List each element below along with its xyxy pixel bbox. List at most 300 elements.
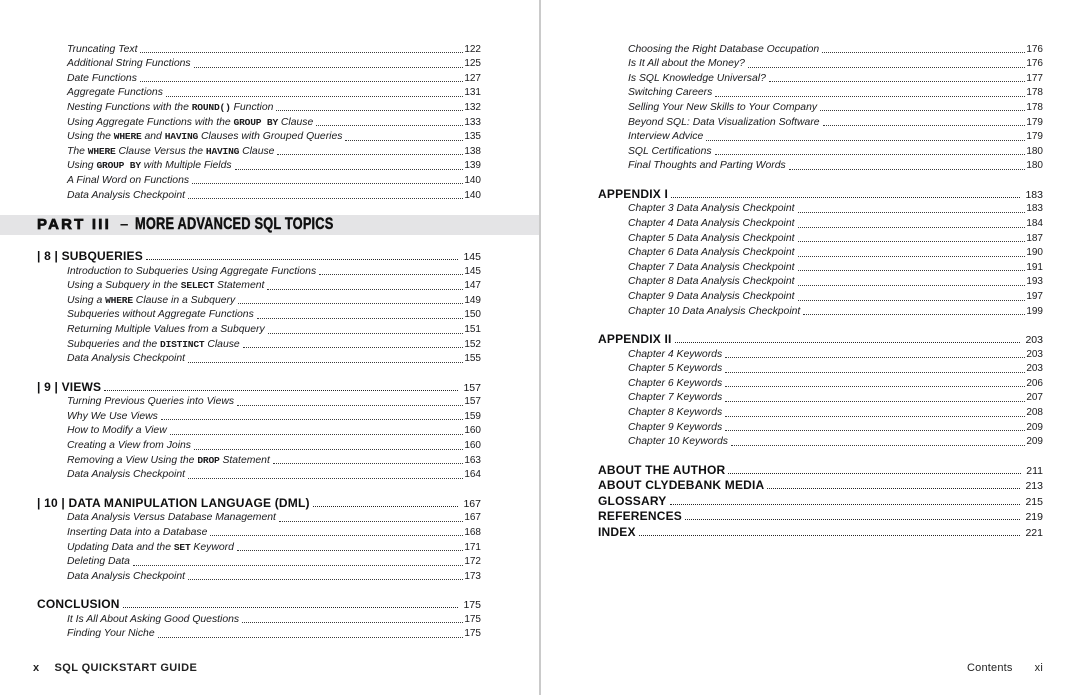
page-number: 183 bbox=[1026, 203, 1043, 215]
toc-entry-title bbox=[628, 306, 800, 318]
toc-entry-row bbox=[628, 434, 1043, 449]
dot-leader bbox=[170, 434, 464, 435]
toc-heading-title: INDEX bbox=[598, 524, 636, 539]
toc-endmatter-block bbox=[540, 461, 1080, 539]
dot-leader bbox=[706, 140, 1025, 141]
page-number: 199 bbox=[1026, 305, 1043, 317]
toc-entry-title bbox=[628, 392, 722, 404]
page-number: 179 bbox=[1026, 116, 1043, 128]
toc-entry-row bbox=[67, 524, 481, 539]
toc-entry-title bbox=[628, 117, 820, 129]
page-number: 191 bbox=[1026, 261, 1043, 273]
toc-entry-row bbox=[628, 375, 1043, 390]
toc-heading-title: APPENDIX II bbox=[598, 332, 672, 347]
page-number: 180 bbox=[1026, 145, 1043, 157]
page-number: 133 bbox=[464, 116, 481, 128]
entry-text: Chapter 10 Data Analysis Checkpoint bbox=[628, 305, 801, 317]
entry-text: Is SQL Knowledge Universal? bbox=[628, 72, 766, 84]
dot-leader bbox=[725, 401, 1025, 402]
toc-entry-row bbox=[67, 292, 481, 307]
dot-leader bbox=[715, 96, 1025, 97]
toc-entry-row bbox=[67, 423, 481, 438]
entry-text: The bbox=[67, 145, 88, 157]
entry-text: Chapter 6 Data Analysis Checkpoint bbox=[628, 247, 795, 259]
entry-text: Statement bbox=[214, 280, 265, 292]
page-number: 184 bbox=[1026, 218, 1043, 230]
entry-text: Data Analysis Versus Database Management bbox=[67, 512, 276, 524]
page-number: 172 bbox=[464, 556, 481, 568]
toc-entry-row bbox=[67, 394, 481, 409]
toc-entry-row bbox=[628, 259, 1043, 274]
dot-leader bbox=[243, 347, 464, 348]
page-number: 160 bbox=[464, 440, 481, 452]
dot-leader bbox=[123, 607, 459, 608]
page-number: 127 bbox=[464, 72, 481, 84]
toc-entry-row bbox=[628, 274, 1043, 289]
entry-text: Statement bbox=[219, 454, 270, 466]
toc-entry-row bbox=[628, 230, 1043, 245]
entry-text: Chapter 7 Data Analysis Checkpoint bbox=[628, 261, 795, 273]
dot-leader bbox=[194, 67, 464, 68]
toc-entry-row bbox=[67, 114, 481, 129]
toc-entry-title bbox=[67, 411, 158, 423]
toc-entry-title bbox=[628, 378, 722, 390]
toc-entry-row bbox=[67, 554, 481, 569]
toc-section bbox=[540, 331, 1080, 449]
toc-entry-row bbox=[628, 346, 1043, 361]
entry-text: Using a bbox=[67, 294, 106, 306]
page-number: 122 bbox=[464, 43, 481, 55]
dot-leader bbox=[670, 504, 1021, 505]
toc-entry-title bbox=[67, 295, 235, 307]
dot-leader bbox=[242, 622, 463, 623]
toc-entry-title bbox=[67, 542, 234, 554]
toc-entry-title bbox=[67, 571, 185, 583]
entry-text: Removing a View Using the bbox=[67, 454, 198, 466]
entry-text: Chapter 4 Keywords bbox=[628, 348, 723, 360]
entry-text: Introduction to Subqueries Using Aggregate Functions bbox=[67, 265, 317, 277]
entry-text: Turning Previous Queries into Views bbox=[67, 396, 235, 408]
toc-entry-row bbox=[67, 452, 481, 467]
toc-heading-row bbox=[37, 378, 481, 394]
page-number: 159 bbox=[464, 410, 481, 422]
entry-text: Chapter 3 Data Analysis Checkpoint bbox=[628, 203, 795, 215]
toc-entry-row bbox=[67, 408, 481, 423]
entry-text: Switching Careers bbox=[628, 87, 713, 99]
toc-entry-title bbox=[67, 324, 265, 336]
toc-entry-title bbox=[628, 291, 795, 303]
entry-text: Inserting Data into a Database bbox=[67, 526, 208, 538]
entry-text: Data Analysis Checkpoint bbox=[67, 469, 186, 481]
page-number: 132 bbox=[464, 101, 481, 113]
page-number: 175 bbox=[463, 599, 481, 612]
dot-leader bbox=[267, 289, 463, 290]
toc-entry-row bbox=[67, 85, 481, 100]
toc-entry-row bbox=[67, 56, 481, 71]
dot-leader bbox=[789, 169, 1026, 170]
dot-leader bbox=[146, 259, 459, 260]
page-number: 139 bbox=[464, 160, 481, 172]
toc-entry-title bbox=[67, 146, 274, 158]
toc-entry-row bbox=[628, 85, 1043, 100]
page-number: 149 bbox=[464, 294, 481, 306]
right-folio: xi bbox=[1034, 662, 1043, 674]
toc-entry-row bbox=[67, 172, 481, 187]
page-number: 187 bbox=[1026, 232, 1043, 244]
dot-leader bbox=[188, 362, 463, 363]
toc-entry-title bbox=[628, 160, 786, 172]
dot-leader bbox=[798, 212, 1026, 213]
part-number: PART III bbox=[37, 216, 111, 234]
toc-heading-row bbox=[598, 331, 1043, 347]
toc-heading-row bbox=[598, 508, 1043, 524]
dot-leader bbox=[235, 169, 464, 170]
dot-leader bbox=[798, 256, 1026, 257]
page-number: 145 bbox=[463, 251, 481, 264]
toc-entry-row bbox=[628, 390, 1043, 405]
dot-leader bbox=[798, 270, 1026, 271]
page-number: 197 bbox=[1026, 291, 1043, 302]
toc-entry-title bbox=[628, 363, 722, 375]
page-number: 138 bbox=[464, 145, 481, 157]
entry-text: Chapter 6 Keywords bbox=[628, 377, 723, 389]
dot-leader bbox=[194, 449, 463, 450]
page-number: 193 bbox=[1026, 276, 1043, 288]
sql-keyword: WHERE bbox=[113, 131, 142, 143]
page-number: 179 bbox=[1026, 131, 1043, 143]
page-number: 176 bbox=[1026, 58, 1043, 70]
dot-leader bbox=[237, 550, 463, 551]
page-number: 176 bbox=[1026, 43, 1043, 55]
entry-text: How to Modify a View bbox=[67, 425, 167, 437]
toc-entry-row bbox=[67, 539, 481, 554]
dot-leader bbox=[725, 430, 1025, 431]
toc-entry-row bbox=[628, 201, 1043, 216]
dot-leader bbox=[728, 473, 1021, 474]
dot-leader bbox=[715, 154, 1026, 155]
toc-entry-row bbox=[628, 361, 1043, 376]
dot-leader bbox=[798, 241, 1026, 242]
entry-text: Updating Data and the bbox=[67, 541, 174, 553]
toc-heading-row bbox=[598, 461, 1043, 477]
toc-entry-title bbox=[628, 349, 722, 361]
page-number: 209 bbox=[1026, 436, 1043, 448]
toc-entry-row bbox=[628, 99, 1043, 114]
entry-text: Data Analysis Checkpoint bbox=[67, 189, 186, 201]
toc-entry-row bbox=[67, 129, 481, 144]
toc-entry-title bbox=[628, 131, 703, 143]
right-page bbox=[540, 0, 1080, 695]
toc-entry-title bbox=[67, 339, 240, 351]
toc-entries-block bbox=[0, 41, 540, 202]
toc-entry-title bbox=[67, 425, 167, 437]
toc-section bbox=[0, 596, 540, 641]
entry-text: Keyword bbox=[190, 541, 234, 553]
entry-text: Data Analysis Checkpoint bbox=[67, 353, 186, 365]
toc-heading-row bbox=[37, 596, 481, 612]
page-number: 207 bbox=[1026, 392, 1043, 404]
page-number: 131 bbox=[464, 87, 481, 99]
entry-text: Chapter 7 Keywords bbox=[628, 392, 723, 404]
toc-entry-row bbox=[628, 303, 1043, 318]
dot-leader bbox=[188, 198, 463, 199]
page-number: 160 bbox=[464, 425, 481, 437]
dash-separator: – bbox=[120, 216, 129, 234]
toc-entry-row bbox=[628, 288, 1043, 303]
sql-keyword: SELECT bbox=[180, 280, 215, 292]
toc-entry-row bbox=[628, 41, 1043, 56]
entry-text: It Is All About Asking Good Questions bbox=[67, 613, 240, 625]
dot-leader bbox=[798, 300, 1026, 301]
entry-text: Clause bbox=[239, 145, 275, 157]
toc-entry-row bbox=[67, 626, 481, 641]
entry-text: Why We Use Views bbox=[67, 410, 158, 422]
entry-text: Additional String Functions bbox=[67, 58, 191, 70]
toc-entry-title bbox=[67, 556, 130, 568]
toc-entry-row bbox=[628, 215, 1043, 230]
entry-text: Chapter 8 Keywords bbox=[628, 407, 723, 419]
toc-entry-row bbox=[67, 41, 481, 56]
page-number: 155 bbox=[464, 353, 481, 365]
toc-entry-title bbox=[67, 58, 191, 70]
sql-keyword: HAVING bbox=[205, 145, 240, 157]
dot-leader bbox=[140, 52, 463, 53]
dot-leader bbox=[104, 390, 458, 391]
sql-keyword: GROUP BY bbox=[96, 160, 141, 172]
sql-keyword: SET bbox=[173, 541, 191, 553]
dot-leader bbox=[798, 227, 1026, 228]
toc-entry-title bbox=[67, 527, 207, 539]
toc-entry-title bbox=[628, 102, 817, 114]
page-number: 219 bbox=[1025, 511, 1043, 524]
right-section-label: Contents bbox=[967, 662, 1013, 674]
dot-leader bbox=[237, 405, 463, 406]
entry-text: Clauses with Grouped Queries bbox=[198, 131, 343, 143]
page-number: 164 bbox=[464, 469, 481, 481]
toc-entry-row bbox=[67, 158, 481, 173]
toc-entry-title bbox=[67, 309, 254, 321]
dot-leader bbox=[210, 535, 463, 536]
toc-entry-row bbox=[628, 419, 1043, 434]
dot-leader bbox=[675, 342, 1021, 343]
toc-entry-title bbox=[67, 160, 232, 172]
toc-entry-title bbox=[67, 73, 137, 85]
toc-heading-title: ABOUT THE AUTHOR bbox=[598, 462, 726, 477]
entry-text: Data Analysis Checkpoint bbox=[67, 570, 186, 582]
page-number: 150 bbox=[464, 309, 481, 321]
toc-entry-title bbox=[67, 469, 185, 481]
toc-heading-row bbox=[598, 492, 1043, 508]
entry-text: Returning Multiple Values from a Subquery bbox=[67, 324, 265, 335]
toc-section bbox=[0, 378, 540, 481]
toc-section bbox=[540, 185, 1080, 317]
toc-entry-title bbox=[628, 407, 722, 419]
entry-text: Clause bbox=[204, 338, 240, 350]
toc-heading-title: | 10 | DATA MANIPULATION LANGUAGE (DML) bbox=[37, 495, 310, 510]
dot-leader bbox=[273, 463, 463, 464]
entry-text: Choosing the Right Database Occupation bbox=[628, 43, 820, 55]
page-number: 157 bbox=[463, 381, 481, 394]
toc-heading-title: GLOSSARY bbox=[598, 493, 667, 508]
page-number: 140 bbox=[464, 174, 481, 186]
toc-heading-title: ABOUT CLYDEBANK MEDIA bbox=[598, 478, 765, 493]
page-number: 206 bbox=[1026, 377, 1043, 389]
dot-leader bbox=[313, 506, 459, 507]
toc-entry-row bbox=[67, 99, 481, 114]
toc-entry-title bbox=[67, 440, 191, 452]
entry-text: Chapter 5 Keywords bbox=[628, 363, 723, 375]
entry-text: Date Functions bbox=[67, 72, 137, 84]
toc-entry-row bbox=[67, 336, 481, 351]
page-number: 167 bbox=[463, 497, 481, 510]
dot-leader bbox=[725, 416, 1025, 417]
entry-text: Creating a View from Joins bbox=[67, 440, 191, 452]
toc-entry-title bbox=[67, 87, 163, 99]
toc-entry-row bbox=[67, 307, 481, 322]
dot-leader bbox=[257, 318, 464, 319]
sql-keyword: WHERE bbox=[105, 294, 133, 306]
dot-leader bbox=[192, 183, 463, 184]
page-number: 173 bbox=[464, 570, 481, 582]
left-page-footer bbox=[33, 662, 197, 674]
toc-entry-row bbox=[628, 56, 1043, 71]
toc-entry-title bbox=[67, 44, 137, 56]
page-number: 157 bbox=[464, 396, 481, 408]
entry-text: Subqueries and the bbox=[67, 338, 161, 350]
toc-entry-row bbox=[628, 245, 1043, 260]
toc-entry-title bbox=[67, 117, 313, 129]
right-page-footer bbox=[967, 662, 1043, 674]
toc-entry-title bbox=[628, 218, 795, 230]
dot-leader bbox=[798, 285, 1026, 286]
dot-leader bbox=[166, 96, 463, 97]
toc-heading-row bbox=[598, 523, 1043, 539]
page-number: 190 bbox=[1026, 247, 1043, 259]
sql-keyword: DROP bbox=[197, 454, 220, 466]
toc-entry-row bbox=[628, 114, 1043, 129]
page-number: 145 bbox=[464, 265, 481, 277]
dot-leader bbox=[277, 154, 463, 155]
page-number: 221 bbox=[1025, 526, 1043, 539]
page-number: 175 bbox=[464, 628, 481, 640]
toc-entry-title bbox=[67, 353, 185, 365]
page-number: 167 bbox=[464, 512, 481, 524]
dot-leader bbox=[639, 535, 1021, 536]
toc-entry-row bbox=[67, 568, 481, 583]
toc-entry-row bbox=[67, 437, 481, 452]
toc-entry-title bbox=[67, 190, 185, 202]
dot-leader bbox=[769, 81, 1025, 82]
toc-entry-title bbox=[628, 276, 795, 288]
toc-entry-title bbox=[628, 247, 795, 259]
entry-text: Chapter 8 Data Analysis Checkpoint bbox=[628, 276, 795, 288]
entry-text: Clause in a Subquery bbox=[132, 294, 236, 306]
toc-heading-row bbox=[598, 477, 1043, 493]
entry-text: Deleting Data bbox=[67, 556, 130, 568]
toc-entry-title bbox=[67, 266, 316, 278]
toc-entry-title bbox=[67, 102, 273, 114]
toc-entry-title bbox=[628, 262, 795, 274]
part-title: MORE ADVANCED SQL TOPICS bbox=[135, 215, 334, 234]
dot-leader bbox=[276, 110, 463, 111]
page-number: 209 bbox=[1026, 421, 1043, 433]
toc-entry-row bbox=[67, 351, 481, 366]
toc-entry-title bbox=[628, 87, 712, 99]
dot-leader bbox=[188, 478, 463, 479]
toc-entry-title bbox=[67, 455, 270, 467]
entry-text: Finding Your Niche bbox=[67, 628, 155, 640]
toc-entry-row bbox=[67, 467, 481, 482]
toc-entry-title bbox=[628, 233, 795, 245]
page-number: 203 bbox=[1026, 348, 1043, 360]
dot-leader bbox=[803, 314, 1025, 315]
entry-text: and bbox=[141, 131, 165, 143]
entry-text: Selling Your New Skills to Your Company bbox=[628, 101, 818, 113]
entry-text: A Final Word on Functions bbox=[67, 174, 190, 186]
page-number: 147 bbox=[464, 280, 481, 292]
dot-leader bbox=[671, 197, 1020, 198]
toc-entry-title bbox=[67, 175, 189, 187]
page-number: 215 bbox=[1025, 495, 1043, 508]
entry-text: Clause bbox=[278, 116, 314, 128]
toc-entry-title bbox=[67, 614, 239, 626]
toc-entry-row bbox=[628, 129, 1043, 144]
entry-text: Using Aggregate Functions with the bbox=[67, 116, 234, 128]
dot-leader bbox=[822, 52, 1025, 53]
left-running-title: SQL QUICKSTART GUIDE bbox=[54, 662, 198, 674]
toc-heading-title: | 8 | SUBQUERIES bbox=[37, 249, 143, 264]
toc-entry-title bbox=[67, 396, 234, 408]
dot-leader bbox=[748, 67, 1025, 68]
entry-text: Chapter 9 Data Analysis Checkpoint bbox=[628, 291, 795, 302]
toc-entry-title bbox=[67, 131, 342, 143]
dot-leader bbox=[725, 357, 1025, 358]
entry-text: with Multiple Fields bbox=[140, 160, 232, 172]
entry-text: Chapter 10 Keywords bbox=[628, 436, 728, 448]
page-number: 178 bbox=[1026, 101, 1043, 113]
page-number: 211 bbox=[1026, 464, 1043, 477]
page-number: 151 bbox=[464, 324, 481, 335]
page-number: 168 bbox=[464, 526, 481, 538]
dot-leader bbox=[188, 579, 463, 580]
toc-entry-title bbox=[67, 512, 276, 524]
dot-leader bbox=[319, 274, 463, 275]
toc-entry-row bbox=[67, 70, 481, 85]
page-number: 135 bbox=[464, 131, 481, 143]
toc-entry-title bbox=[628, 73, 766, 85]
entry-text: Chapter 9 Keywords bbox=[628, 421, 723, 433]
toc-heading-row bbox=[598, 185, 1043, 201]
dot-leader bbox=[161, 419, 463, 420]
page-number: 178 bbox=[1026, 87, 1043, 99]
page-number: 183 bbox=[1025, 188, 1043, 201]
toc-entry-row bbox=[67, 143, 481, 158]
toc-entry-row bbox=[67, 510, 481, 525]
left-toc-blocks bbox=[0, 41, 540, 640]
toc-entry-title bbox=[628, 203, 795, 215]
toc-heading-row bbox=[37, 494, 481, 510]
entry-text: Clause Versus the bbox=[115, 145, 206, 157]
dot-leader bbox=[140, 81, 463, 82]
toc-entry-row bbox=[628, 404, 1043, 419]
right-toc-blocks bbox=[540, 41, 1080, 539]
entry-text: Truncating Text bbox=[67, 43, 138, 55]
toc-entry-row bbox=[67, 611, 481, 626]
entry-text: Beyond SQL: Data Visualization Software bbox=[628, 116, 820, 128]
toc-entry-row bbox=[67, 187, 481, 202]
dot-leader bbox=[158, 637, 464, 638]
entry-text: Chapter 4 Data Analysis Checkpoint bbox=[628, 218, 795, 230]
